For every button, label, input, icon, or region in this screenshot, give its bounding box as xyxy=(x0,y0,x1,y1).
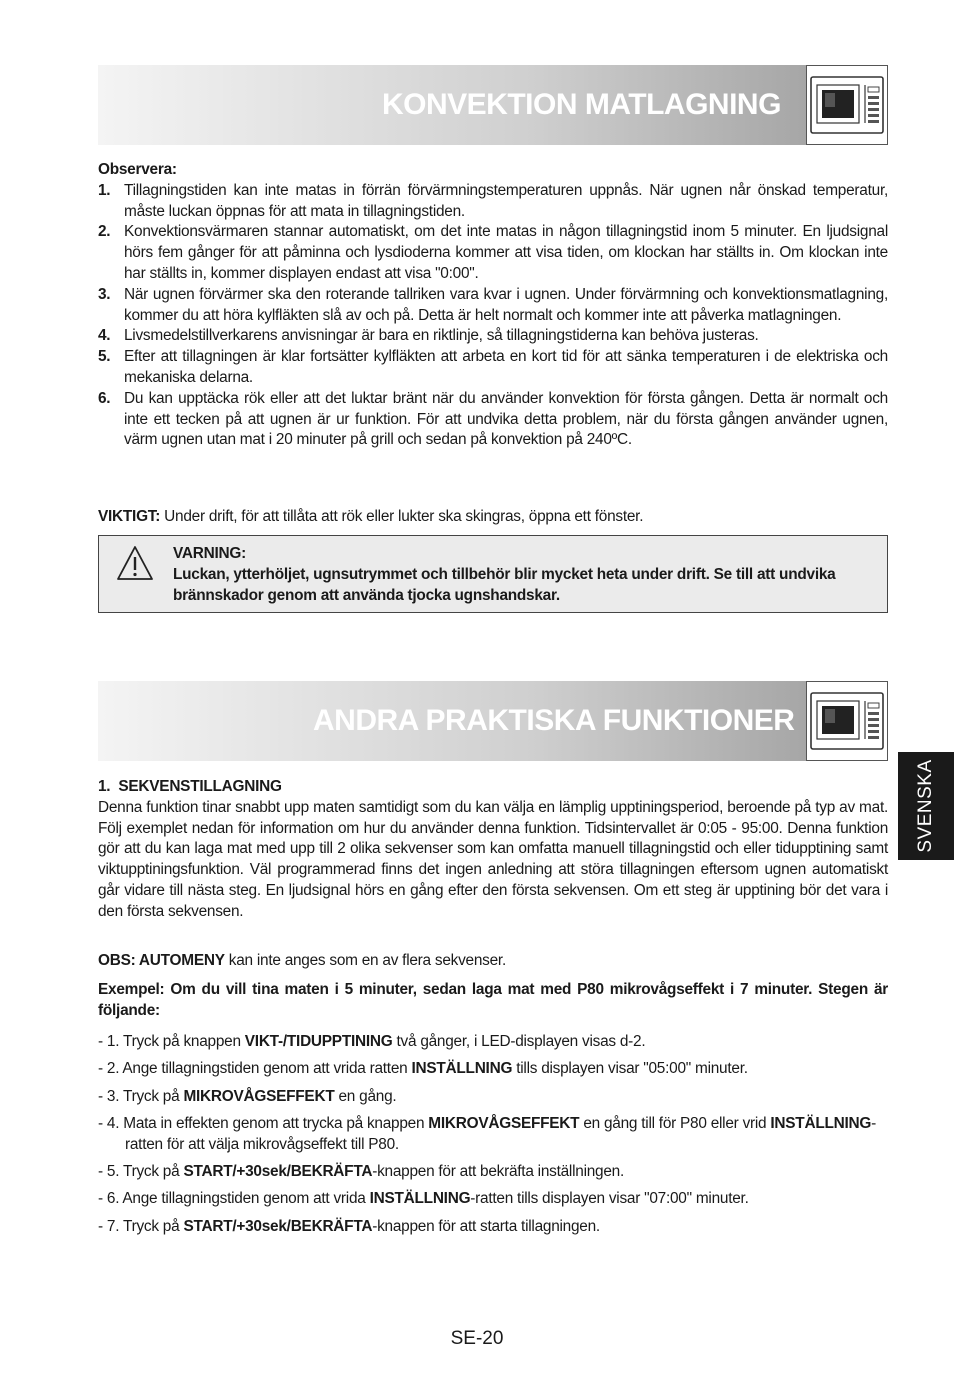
intro-text: Denna funktion tinar snabbt upp maten samtidigt som du kan välja en lämplig upptiningsperiod, beroende på typ av mat. Följ exemplet nedan för information om hur du använder denna funktion. Tidsintervallet är 0:05 - 95:00. Denna funktion gör att du kan laga mat med upp till 2 olika sekvenser som kan omfatta manuell tillagningstid och eller tidupptining samt viktupptiningsfunktion. Väl programmerad finns det ingen anledning att störa tillagningen eftersom ugnen automatiskt går vidare till nästa steg. En ljudsignal hörs en gång efter den första sekvensen. Om ett steg är upptining bör det vara i den första sekvensen. xyxy=(98,798,888,920)
sekvenstillagning-intro xyxy=(98,777,888,923)
viktigt-label: VIKTIGT: xyxy=(98,508,161,525)
list-item: 2. Konvektionsvärmaren stannar automatiskt, om det inte matas in någon tillagningstid inom 5 minuter. En ljudsignal hörs fem gånger för att påminna och lysdioderna kommer att visa tiden, om klockan har ställts in. Om klockan inte har ställts in, kommer displayen endast att visa "0:00". xyxy=(98,223,888,282)
obs-text: kan inte anges som en av flera sekvenser. xyxy=(224,952,506,969)
oven-box xyxy=(806,681,888,761)
observera-heading: Observera: xyxy=(98,161,177,178)
viktigt-text: Under drift, för att tillåta att rök eller lukter ska skingras, öppna ett fönster. xyxy=(160,508,644,525)
obs-note xyxy=(98,951,888,972)
obs-label: OBS: AUTOMENY xyxy=(98,952,225,969)
list-item: - 3. Tryck på MIKROVÅGSEFFEKT en gång. xyxy=(98,1087,397,1105)
list-item: 6. Du kan upptäcka rök eller att det luktar bränt när du använder konvektion för första gången. Detta är normalt och inte ett tecken på att ugnen är ur funktion. För att undvika detta problem, när du första gången använder ugnen, värm ugnen utan mat i 20 minuter på grill och sedan på konvektion på 240ºC. xyxy=(98,389,888,449)
list-item: - 5. Tryck på START/+30sek/BEKRÄFTA-knappen för att bekräfta inställningen. xyxy=(98,1162,625,1180)
oven-box xyxy=(806,65,888,145)
list-item: - 2. Ange tillagningstiden genom att vrida ratten INSTÄLLNING tills displayen visar "05:00" minuter. xyxy=(98,1060,748,1078)
section-title: KONVEKTION MATLAGNING xyxy=(382,88,781,121)
section-header-konvektion xyxy=(98,65,888,145)
list-item: - 1. Tryck på knappen VIKT-/TIDUPPTINING två gånger, i LED-displayen visas d-2. xyxy=(98,1033,646,1050)
list-item: 5. Efter att tillagningen är klar fortsätter kylfläkten att arbeta en kort tid för att sänka temperaturen i de elektriska och mekaniska delarna. xyxy=(98,348,888,386)
page-number: SE-20 xyxy=(450,1328,504,1349)
konvektion-notes xyxy=(98,160,888,451)
warning-box xyxy=(98,535,888,613)
section-header-andra xyxy=(98,681,888,761)
subheading: 1. SEKVENSTILLAGNING xyxy=(98,778,282,795)
language-label: SVENSKA xyxy=(915,759,936,853)
list-item: - 7. Tryck på START/+30sek/BEKRÄFTA-knappen för att starta tillagningen. xyxy=(98,1217,600,1235)
steps-list xyxy=(98,1032,888,1244)
example-heading: Exempel: Om du vill tina maten i 5 minuter, sedan laga mat med P80 mikrovågseffekt i 7 minuter. Stegen är följande: xyxy=(98,981,888,1019)
list-item: 3. När ugnen förvärmer ska den roterande tallriken vara kvar i ugnen. Under förvärmning och konvektionsmatlagning, kommer du att höra kylfläkten slå av och på. Detta är helt normalt och kommer inte att påverka matlagningen. xyxy=(98,285,888,324)
warning-text-block xyxy=(173,544,873,606)
list-item: - 4. Mata in effekten genom att trycka på knappen MIKROVÅGSEFFEKT en gång till för P80 eller vrid INSTÄLLNING-ratten för att välja mikrovågseffekt till P80. xyxy=(98,1114,876,1153)
warning-triangle-icon xyxy=(115,544,155,582)
warning-text: Luckan, ytterhöljet, ugnsutrymmet och tillbehör blir mycket heta under drift. Se till att undvika brännskador genom att använda tjocka ugnshandskar. xyxy=(173,565,836,604)
list-item: 4. Livsmedelstillverkarens anvisningar är bara en riktlinje, så tillagningstiderna kan behöva justeras. xyxy=(98,327,759,345)
language-tab xyxy=(898,752,954,860)
warning-title: VARNING: xyxy=(173,545,246,562)
section-title: ANDRA PRAKTISKA FUNKTIONER xyxy=(313,704,795,737)
viktigt-note xyxy=(98,507,888,528)
microwave-oven-icon xyxy=(809,75,885,135)
microwave-oven-icon xyxy=(809,691,885,751)
list-item: 1. Tillagningstiden kan inte matas in förrän förvärmningstemperaturen uppnås. När ugnen når önskad temperatur, måste luckan öppnas för att mata in tillagningstiden. xyxy=(98,181,888,220)
list-item: - 6. Ange tillagningstiden genom att vrida INSTÄLLNING-ratten tills displayen visar "07:00" minuter. xyxy=(98,1190,749,1208)
